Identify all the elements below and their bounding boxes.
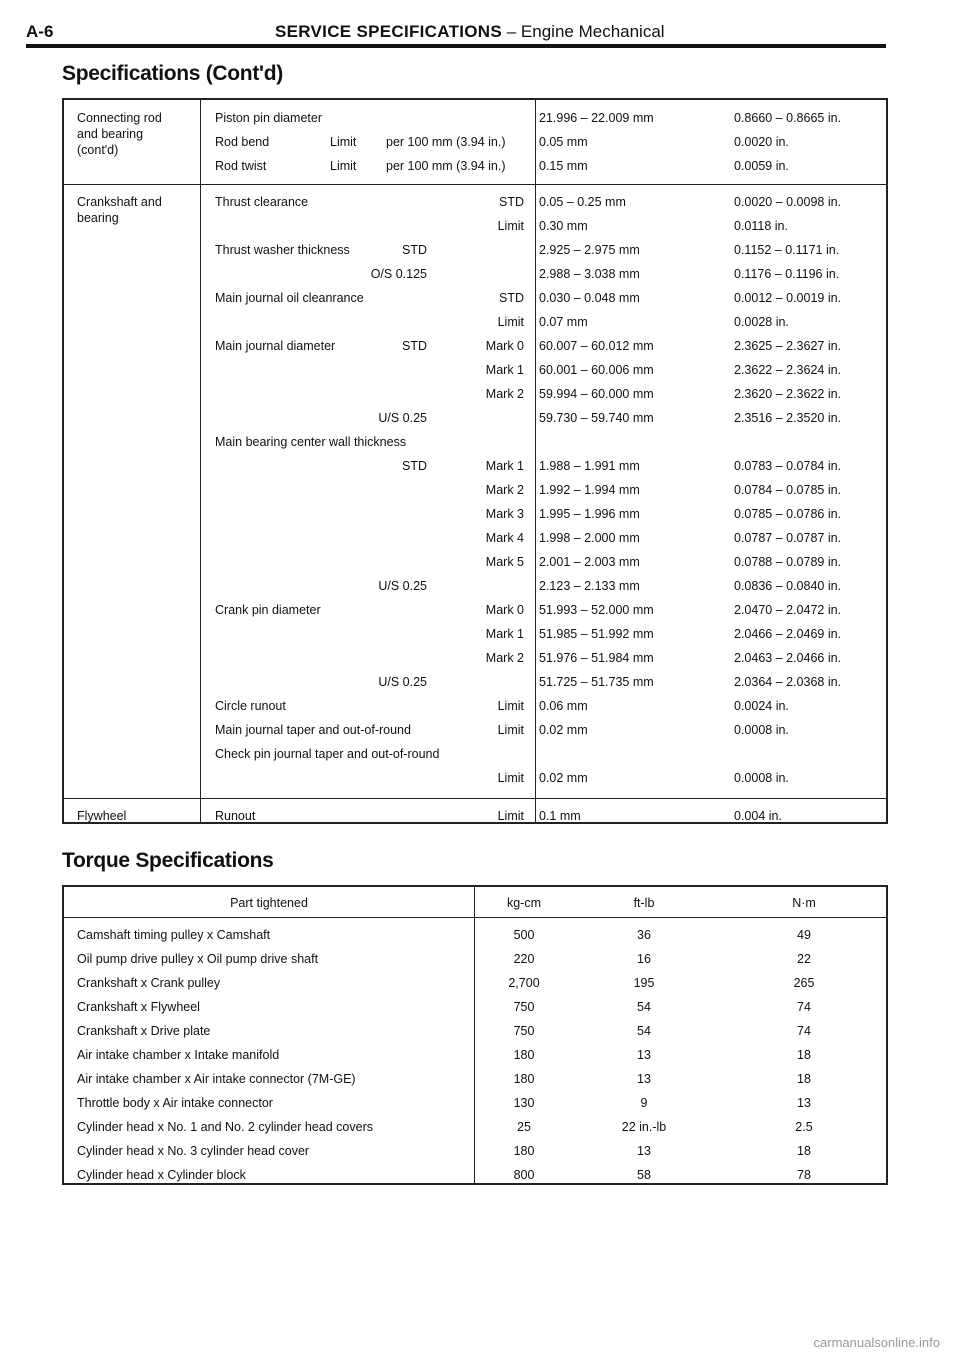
header-part: Part tightened xyxy=(230,896,308,910)
spec-value-mm: 2.988 – 3.038 mm xyxy=(539,267,640,281)
page-title-rest: – Engine Mechanical xyxy=(502,22,665,41)
spec-value-mm: 2.001 – 2.003 mm xyxy=(539,555,640,569)
spec-value-in: 0.0008 in. xyxy=(734,771,789,785)
page-title xyxy=(275,22,665,42)
spec-qualifier: Mark 1 xyxy=(485,459,524,473)
spec-condition: STD xyxy=(402,459,427,473)
spec-value-mm: 59.730 – 59.740 mm xyxy=(539,411,654,425)
spec-item: Main journal oil cleanrance xyxy=(215,291,364,305)
spec-qualifier: Mark 2 xyxy=(485,387,524,401)
spec-qualifier: Mark 1 xyxy=(485,363,524,377)
spec-value-mm: 0.05 – 0.25 mm xyxy=(539,195,626,209)
torque-nm: 74 xyxy=(797,1024,811,1038)
torque-nm: 18 xyxy=(797,1144,811,1158)
torque-part: Crankshaft x Flywheel xyxy=(77,1000,200,1014)
torque-ftlb: 54 xyxy=(637,1000,651,1014)
spec-qualifier: Mark 2 xyxy=(485,483,524,497)
header-rule xyxy=(26,44,886,48)
torque-ftlb: 13 xyxy=(637,1048,651,1062)
spec-value-mm: 51.725 – 51.735 mm xyxy=(539,675,654,689)
torque-kgcm: 750 xyxy=(513,1024,535,1038)
group-label: Crankshaft and xyxy=(77,195,162,209)
group-label: Connecting rod xyxy=(77,111,162,125)
spec-qualifier: Mark 4 xyxy=(485,531,524,545)
spec-value-in: 2.0463 – 2.0466 in. xyxy=(734,651,842,665)
header-ftlb: ft-lb xyxy=(633,896,655,910)
torque-ftlb: 9 xyxy=(640,1096,648,1110)
spec-condition: U/S 0.25 xyxy=(378,675,427,689)
spec-item: Rod twist xyxy=(215,159,267,173)
spec-value-in: 0.0020 – 0.0098 in. xyxy=(734,195,842,209)
spec-item: Thrust washer thickness xyxy=(215,243,350,257)
torque-kgcm: 180 xyxy=(513,1072,535,1086)
spec-value-mm: 60.007 – 60.012 mm xyxy=(539,339,654,353)
spec-item: Rod bend xyxy=(215,135,270,149)
torque-ftlb: 54 xyxy=(637,1024,651,1038)
torque-part: Air intake chamber x Air intake connector (7M-GE) xyxy=(77,1072,356,1086)
torque-kgcm: 2,700 xyxy=(508,976,540,990)
spec-value-in: 0.0784 – 0.0785 in. xyxy=(734,483,842,497)
spec-qualifier: Limit xyxy=(497,809,524,823)
torque-nm: 74 xyxy=(797,1000,811,1014)
spec-item: Main bearing center wall thickness xyxy=(215,435,407,449)
spec-value-mm: 0.1 mm xyxy=(539,809,581,823)
torque-kgcm: 180 xyxy=(513,1048,535,1062)
torque-ftlb: 13 xyxy=(637,1144,651,1158)
torque-ftlb: 195 xyxy=(633,976,655,990)
torque-ftlb: 36 xyxy=(637,928,651,942)
spec-value-mm: 0.06 mm xyxy=(539,699,588,713)
spec-value-mm: 0.05 mm xyxy=(539,135,588,149)
header-nm: N·m xyxy=(792,896,816,910)
spec-qualifier: per 100 mm (3.94 in.) xyxy=(386,159,506,173)
spec-value-in: 2.0364 – 2.0368 in. xyxy=(734,675,842,689)
spec-value-mm: 51.985 – 51.992 mm xyxy=(539,627,654,641)
spec-value-in: 0.1176 – 0.1196 in. xyxy=(734,267,840,281)
spec-value-mm: 60.001 – 60.006 mm xyxy=(539,363,654,377)
spec-value-in: 0.0788 – 0.0789 in. xyxy=(734,555,842,569)
torque-nm: 265 xyxy=(793,976,815,990)
spec-qualifier: Limit xyxy=(497,219,524,233)
spec-qualifier: Mark 0 xyxy=(485,603,524,617)
spec-value-mm: 0.15 mm xyxy=(539,159,588,173)
spec-condition: Limit xyxy=(330,135,357,149)
spec-value-in: 2.3625 – 2.3627 in. xyxy=(734,339,842,353)
spec-qualifier: per 100 mm (3.94 in.) xyxy=(386,135,506,149)
torque-nm: 49 xyxy=(797,928,811,942)
spec-value-in: 0.0118 in. xyxy=(734,219,788,233)
torque-ftlb: 13 xyxy=(637,1072,651,1086)
spec-qualifier: Mark 5 xyxy=(485,555,524,569)
spec-value-in: 0.0836 – 0.0840 in. xyxy=(734,579,842,593)
spec-value-mm: 1.998 – 2.000 mm xyxy=(539,531,640,545)
torque-ftlb: 16 xyxy=(637,952,651,966)
spec-value-in: 0.0783 – 0.0784 in. xyxy=(734,459,842,473)
spec-value-mm: 59.994 – 60.000 mm xyxy=(539,387,654,401)
spec-item: Thrust clearance xyxy=(215,195,309,209)
torque-part: Crankshaft x Drive plate xyxy=(77,1024,211,1038)
spec-value-in: 0.8660 – 0.8665 in. xyxy=(734,111,842,125)
column-divider xyxy=(535,100,536,822)
torque-nm: 2.5 xyxy=(795,1120,813,1134)
spec-value-mm: 0.02 mm xyxy=(539,771,588,785)
torque-kgcm: 500 xyxy=(513,928,535,942)
torque-part: Cylinder head x No. 3 cylinder head cover xyxy=(77,1144,310,1158)
row-divider xyxy=(64,184,886,185)
spec-qualifier: Limit xyxy=(497,723,524,737)
spec-value-in: 2.0466 – 2.0469 in. xyxy=(734,627,842,641)
spec-value-in: 2.3622 – 2.3624 in. xyxy=(734,363,842,377)
torque-heading: Torque Specifications xyxy=(62,849,274,872)
spec-item: Main journal diameter xyxy=(215,339,336,353)
torque-part: Cylinder head x No. 1 and No. 2 cylinder head covers xyxy=(77,1120,373,1134)
spec-condition: O/S 0.125 xyxy=(370,267,427,281)
spec-value-in: 0.1152 – 0.1171 in. xyxy=(734,243,840,257)
spec-value-in: 0.0020 in. xyxy=(734,135,789,149)
spec-item: Circle runout xyxy=(215,699,286,713)
torque-kgcm: 25 xyxy=(517,1120,531,1134)
spec-qualifier: Limit xyxy=(497,699,524,713)
torque-kgcm: 750 xyxy=(513,1000,535,1014)
torque-nm: 13 xyxy=(797,1096,811,1110)
spec-value-in: 2.0470 – 2.0472 in. xyxy=(734,603,842,617)
group-label: and bearing xyxy=(77,127,144,141)
spec-value-mm: 1.995 – 1.996 mm xyxy=(539,507,640,521)
torque-kgcm: 800 xyxy=(513,1168,535,1182)
spec-qualifier: Limit xyxy=(497,771,524,785)
torque-nm: 18 xyxy=(797,1048,811,1062)
column-divider xyxy=(474,887,475,1183)
spec-qualifier: STD xyxy=(499,291,524,305)
torque-part: Air intake chamber x Intake manifold xyxy=(77,1048,280,1062)
torque-nm: 22 xyxy=(797,952,811,966)
torque-part: Crankshaft x Crank pulley xyxy=(77,976,221,990)
torque-kgcm: 180 xyxy=(513,1144,535,1158)
page-title-bold: SERVICE SPECIFICATIONS xyxy=(275,22,503,41)
page-label: A-6 xyxy=(26,22,54,41)
header-kgcm: kg-cm xyxy=(506,896,542,910)
spec-condition: U/S 0.25 xyxy=(378,579,427,593)
spec-value-in: 0.0059 in. xyxy=(734,159,789,173)
spec-value-mm: 0.07 mm xyxy=(539,315,588,329)
spec-value-in: 0.0024 in. xyxy=(734,699,789,713)
spec-value-mm: 51.993 – 52.000 mm xyxy=(539,603,654,617)
group-label: Flywheel xyxy=(77,809,127,823)
spec-item: Check pin journal taper and out-of-round xyxy=(215,747,440,761)
spec-condition: STD xyxy=(402,339,427,353)
watermark: carmanualsonline.info xyxy=(813,1335,940,1350)
spec-value-in: 0.0785 – 0.0786 in. xyxy=(734,507,842,521)
header-divider xyxy=(64,917,886,918)
torque-nm: 18 xyxy=(797,1072,811,1086)
group-label: (cont'd) xyxy=(77,143,119,157)
spec-value-mm: 0.030 – 0.048 mm xyxy=(539,291,640,305)
spec-item: Crank pin diameter xyxy=(215,603,321,617)
spec-item: Piston pin diameter xyxy=(215,111,323,125)
specifications-table xyxy=(62,98,888,824)
torque-ftlb: 58 xyxy=(637,1168,651,1182)
row-divider xyxy=(64,798,886,799)
torque-kgcm: 220 xyxy=(513,952,535,966)
spec-value-mm: 0.30 mm xyxy=(539,219,588,233)
torque-table xyxy=(62,885,888,1185)
spec-qualifier: Mark 3 xyxy=(485,507,524,521)
spec-value-in: 0.004 in. xyxy=(734,809,782,823)
spec-condition: Limit xyxy=(330,159,357,173)
spec-qualifier: STD xyxy=(499,195,524,209)
torque-part: Cylinder head x Cylinder block xyxy=(77,1168,246,1182)
spec-item: Runout xyxy=(215,809,256,823)
spec-value-mm: 1.988 – 1.991 mm xyxy=(539,459,640,473)
spec-qualifier: Mark 1 xyxy=(485,627,524,641)
spec-qualifier: Mark 2 xyxy=(485,651,524,665)
spec-condition: U/S 0.25 xyxy=(378,411,427,425)
spec-value-in: 0.0028 in. xyxy=(734,315,789,329)
spec-value-mm: 0.02 mm xyxy=(539,723,588,737)
spec-value-mm: 2.925 – 2.975 mm xyxy=(539,243,640,257)
torque-ftlb: 22 in.-lb xyxy=(621,1120,667,1134)
spec-value-in: 0.0008 in. xyxy=(734,723,789,737)
specifications-heading: Specifications (Cont'd) xyxy=(62,62,283,85)
spec-item: Main journal taper and out-of-round xyxy=(215,723,411,737)
spec-value-in: 2.3620 – 2.3622 in. xyxy=(734,387,842,401)
spec-value-mm: 21.996 – 22.009 mm xyxy=(539,111,654,125)
spec-value-in: 0.0787 – 0.0787 in. xyxy=(734,531,842,545)
spec-value-mm: 51.976 – 51.984 mm xyxy=(539,651,654,665)
spec-value-in: 0.0012 – 0.0019 in. xyxy=(734,291,842,305)
torque-part: Throttle body x Air intake connector xyxy=(77,1096,273,1110)
torque-nm: 78 xyxy=(797,1168,811,1182)
torque-kgcm: 130 xyxy=(513,1096,535,1110)
spec-value-mm: 1.992 – 1.994 mm xyxy=(539,483,640,497)
group-label: bearing xyxy=(77,211,119,225)
column-divider xyxy=(200,100,201,822)
spec-condition: STD xyxy=(402,243,427,257)
torque-part: Oil pump drive pulley x Oil pump drive shaft xyxy=(77,952,319,966)
spec-qualifier: Mark 0 xyxy=(485,339,524,353)
spec-qualifier: Limit xyxy=(497,315,524,329)
torque-part: Camshaft timing pulley x Camshaft xyxy=(77,928,271,942)
spec-value-mm: 2.123 – 2.133 mm xyxy=(539,579,640,593)
spec-value-in: 2.3516 – 2.3520 in. xyxy=(734,411,842,425)
